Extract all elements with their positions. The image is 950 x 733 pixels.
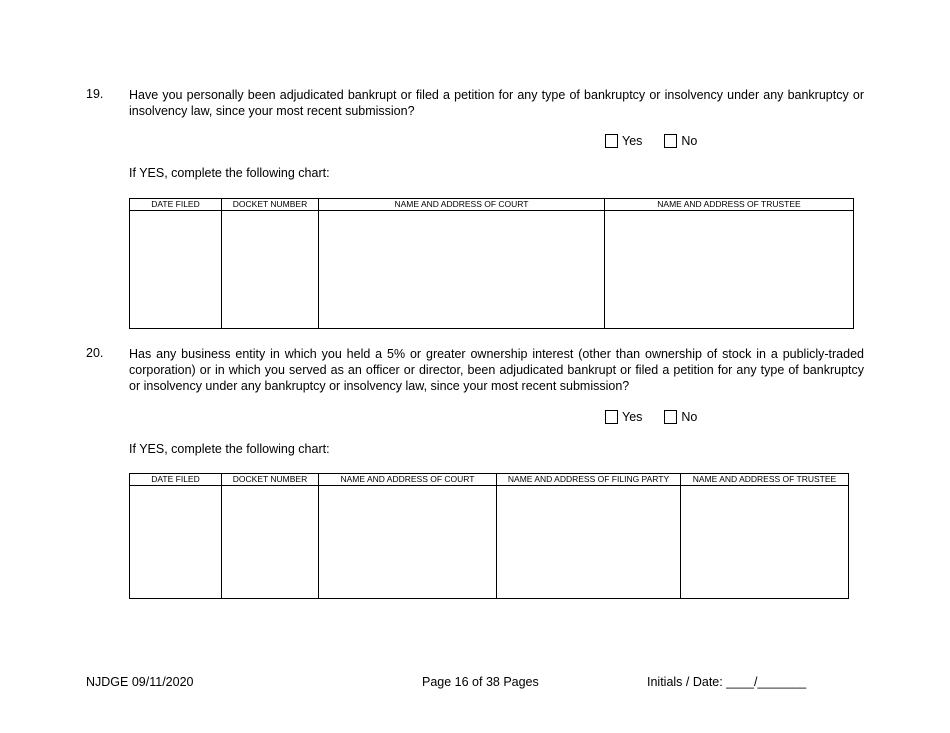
initials-date-field[interactable]: Initials / Date: ____/_______ — [647, 675, 807, 689]
question-19-text: Have you personally been adjudicated bankrupt or filed a petition for any type of bankruptcy or insolvency under any bankruptcy or insolvency law, since your most recent submission? — [129, 88, 864, 118]
question-20-text: Has any business entity in which you held a 5% or greater ownership interest (other than ownership of stock in a publicly-traded corporation) or in which you served as an officer or director, been adjudicated bankrupt or filed a petition for any type of bankruptcy or insolvency under any bankruptcy or insolvency law, since your most recent submission? — [129, 347, 864, 393]
question-20-yes-label: Yes — [622, 410, 643, 424]
question-20-no-checkbox[interactable] — [664, 410, 677, 424]
column-header: DATE FILED — [130, 474, 222, 486]
date-filed-cell[interactable] — [130, 486, 222, 599]
date-filed-cell[interactable] — [130, 211, 222, 329]
court-cell[interactable] — [319, 211, 605, 329]
column-header: NAME AND ADDRESS OF COURT — [319, 199, 605, 211]
column-header: DATE FILED — [130, 199, 222, 211]
question-20-yes-checkbox[interactable] — [605, 410, 618, 424]
column-header: NAME AND ADDRESS OF TRUSTEE — [605, 199, 854, 211]
trustee-cell[interactable] — [605, 211, 854, 329]
docket-number-cell[interactable] — [222, 211, 319, 329]
question-20-no-label: No — [681, 410, 698, 424]
column-header: DOCKET NUMBER — [222, 474, 319, 486]
question-19-yes-label: Yes — [622, 134, 643, 148]
question-19-chart — [129, 198, 854, 329]
page-number: Page 16 of 38 Pages — [422, 675, 539, 689]
court-cell[interactable] — [319, 486, 497, 599]
column-header: NAME AND ADDRESS OF FILING PARTY — [497, 474, 681, 486]
question-19-no-checkbox[interactable] — [664, 134, 677, 148]
docket-number-cell[interactable] — [222, 486, 319, 599]
question-19-instruction: If YES, complete the following chart: — [129, 166, 330, 180]
question-19-no-label: No — [681, 134, 698, 148]
question-19-yes-checkbox[interactable] — [605, 134, 618, 148]
question-20-chart — [129, 473, 849, 599]
column-header: DOCKET NUMBER — [222, 199, 319, 211]
question-19-answer — [605, 134, 697, 148]
question-20-number: 20. — [86, 346, 104, 360]
question-20-instruction: If YES, complete the following chart: — [129, 442, 330, 456]
column-header: NAME AND ADDRESS OF COURT — [319, 474, 497, 486]
question-20-answer — [605, 410, 697, 424]
form-id: NJDGE 09/11/2020 — [86, 675, 194, 689]
filing-party-cell[interactable] — [497, 486, 681, 599]
question-19-number: 19. — [86, 87, 104, 101]
column-header: NAME AND ADDRESS OF TRUSTEE — [681, 474, 849, 486]
trustee-cell[interactable] — [681, 486, 849, 599]
